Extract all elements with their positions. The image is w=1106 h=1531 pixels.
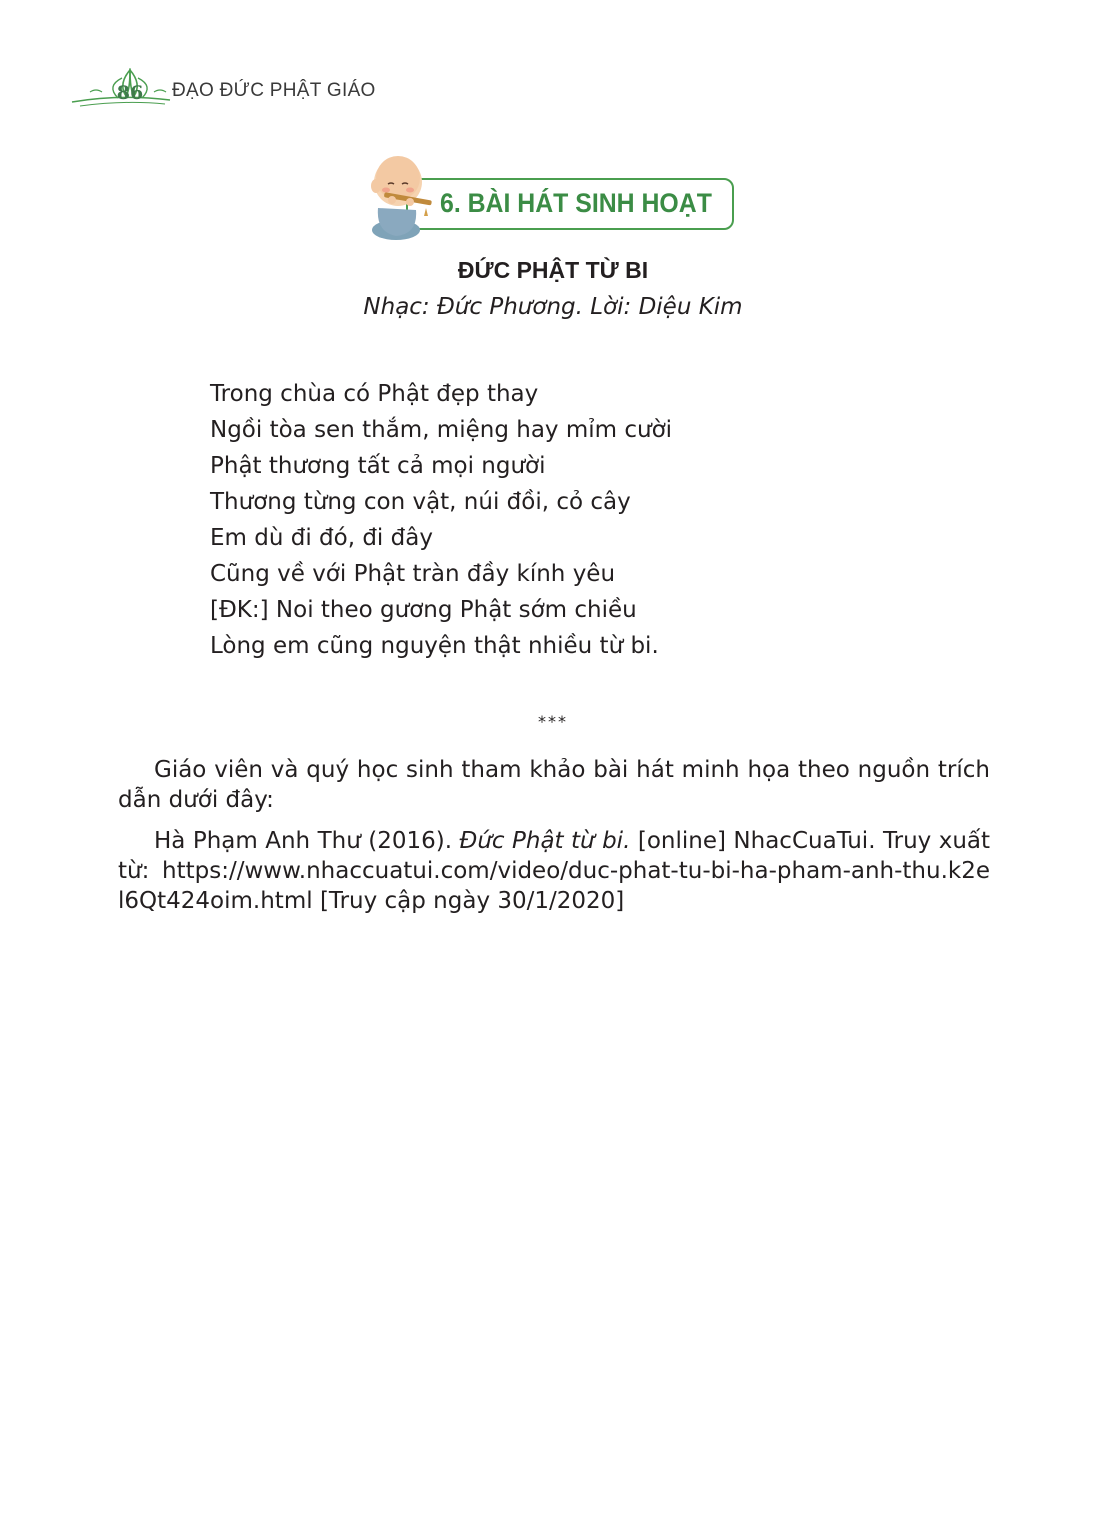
lyric-line: [ĐK:] Noi theo gương Phật sớm chiều — [210, 597, 637, 623]
song-title: ĐỨC PHẬT TỪ BI — [457, 257, 649, 283]
lyrics — [210, 376, 672, 664]
lyric-line: Ngồi tòa sen thắm, miệng hay mỉm cười — [210, 417, 673, 443]
monk-playing-flute-icon — [366, 152, 446, 242]
citation-url: https://www.nhaccuatui.com/video/duc-phat-tu-bi-ha-pham-anh-thu.k2el6Qt424oim.html — [118, 858, 990, 914]
citation-author: Hà Phạm Anh Thư (2016). — [154, 828, 453, 854]
book-title: ĐẠO ĐỨC PHẬT GIÁO — [172, 80, 376, 101]
reference-citation — [118, 826, 990, 916]
section-title: 6. BÀI HÁT SINH HOẠT — [440, 188, 712, 218]
song-credit: Nhạc: Đức Phương. Lời: Diệu Kim — [363, 294, 743, 320]
separator: *** — [538, 712, 568, 731]
page-header — [70, 62, 410, 112]
lyric-line: Lòng em cũng nguyện thật nhiều từ bi. — [210, 633, 659, 659]
citation-medium: [online] NhacCuaTui. Truy xuất từ: — [118, 828, 991, 884]
lyric-line: Trong chùa có Phật đẹp thay — [210, 381, 539, 407]
section-heading — [366, 152, 738, 242]
page-number: 86 — [116, 82, 144, 104]
reference-intro: Giáo viên và quý học sinh tham khảo bài hát minh họa theo nguồn trích dẫn dưới đây: — [118, 757, 990, 813]
lyric-line: Em dù đi đó, đi đây — [210, 525, 433, 551]
citation-accessed: [Truy cập ngày 30/1/2020] — [319, 888, 625, 914]
lyric-line: Cũng về với Phật tràn đầy kính yêu — [210, 561, 616, 587]
lyric-line: Thương từng con vật, núi đồi, cỏ cây — [210, 489, 631, 515]
citation-work: Đức Phật từ bi. — [459, 828, 631, 854]
lyric-line: Phật thương tất cả mọi người — [210, 453, 546, 479]
